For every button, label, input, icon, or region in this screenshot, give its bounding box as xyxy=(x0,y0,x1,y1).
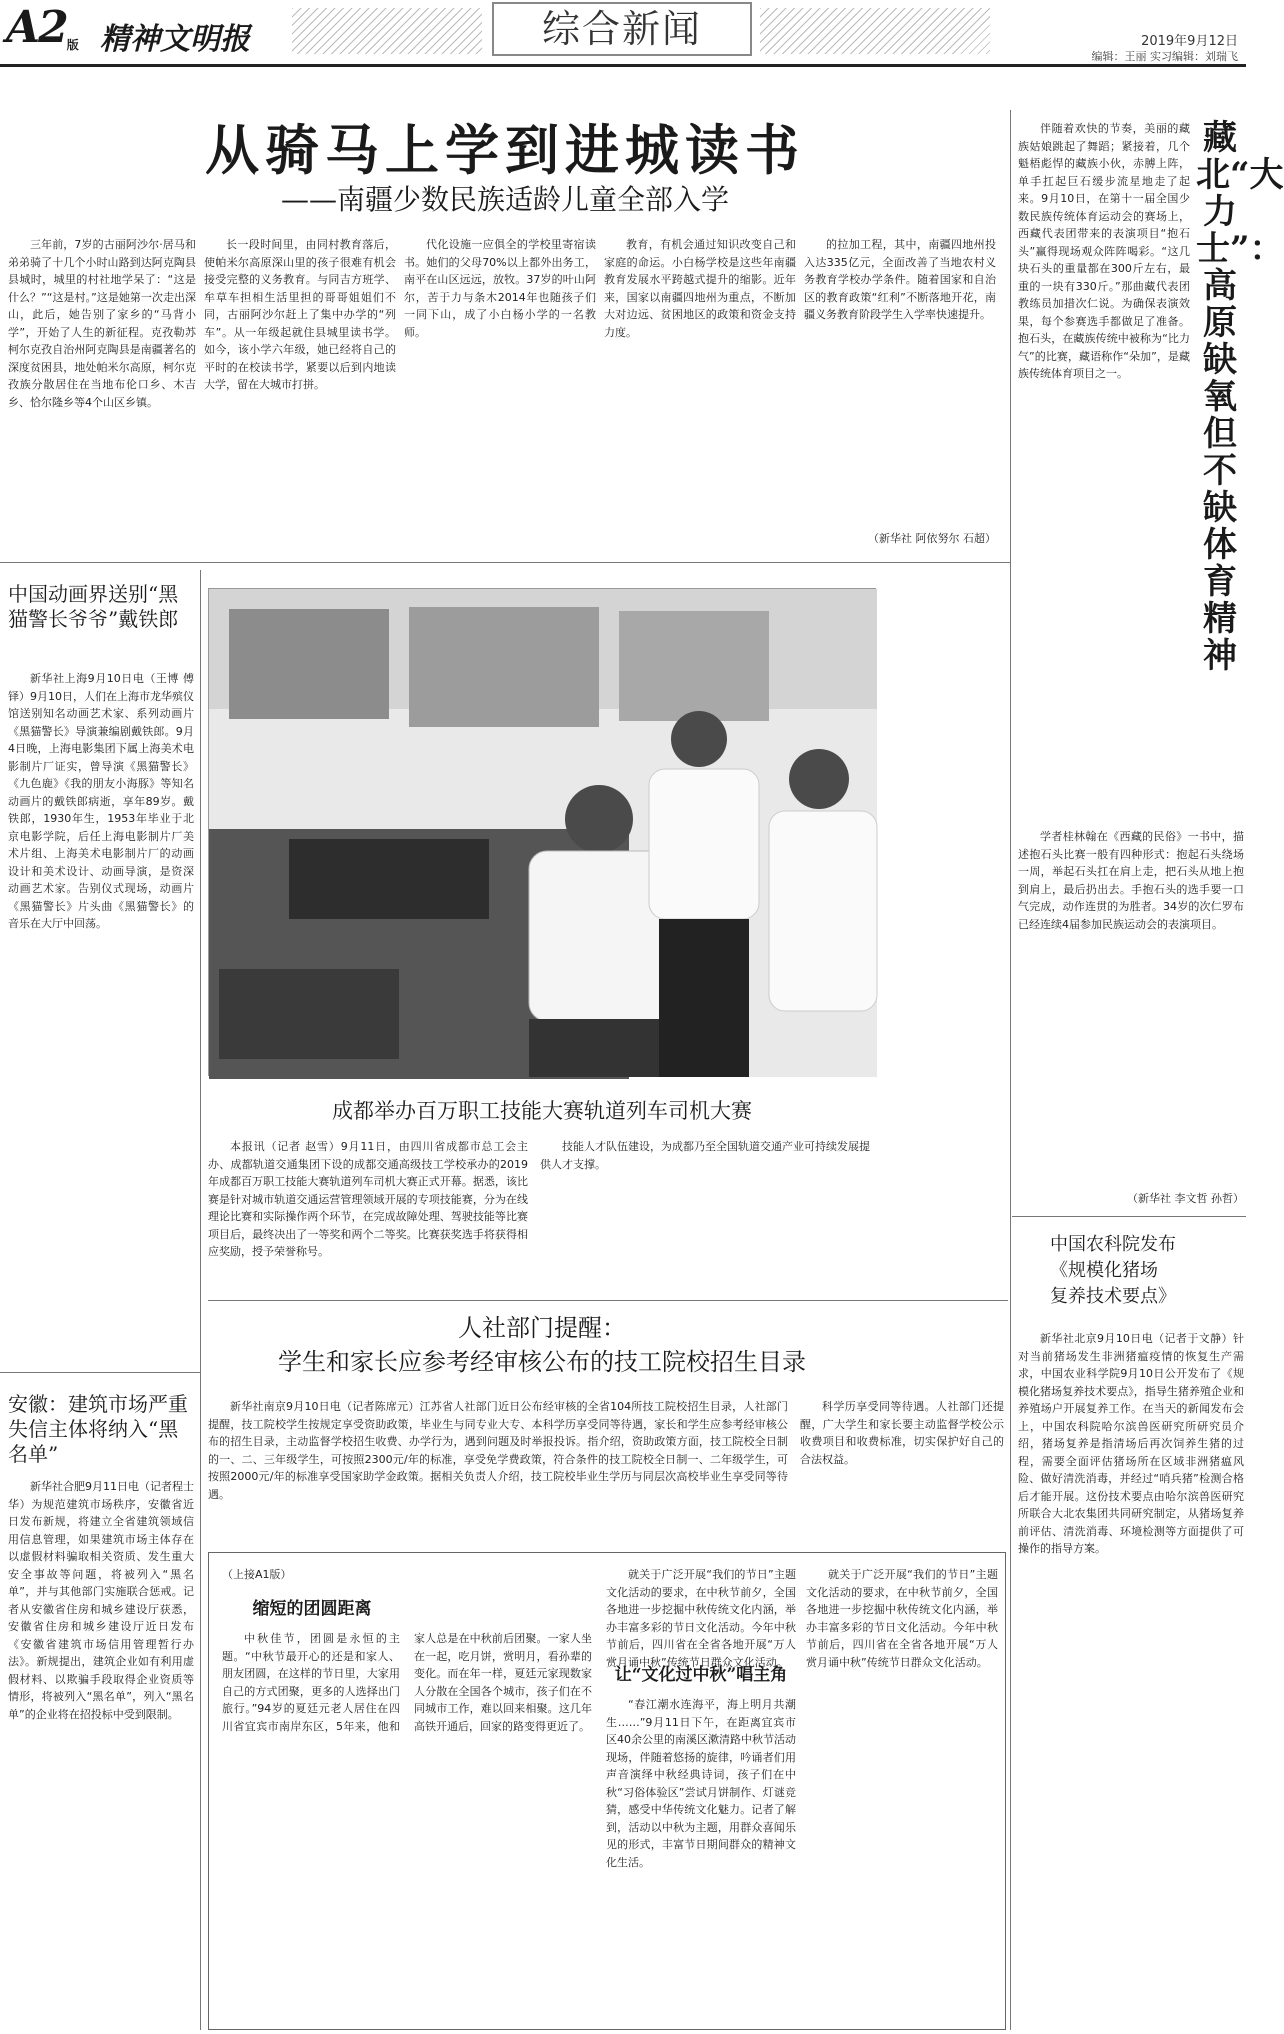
right-column-divider xyxy=(1010,110,1011,2030)
photo-caption: 成都举办百万职工技能大赛轨道列车司机大赛 xyxy=(332,1099,752,1123)
anhui-headline: 安徽：建筑市场严重失信主体将纳入“黑名单” xyxy=(8,1392,188,1466)
reunion-continued-label: （上接A1版） xyxy=(222,1568,292,1581)
reunion-headline: 缩短的团圆距离 xyxy=(252,1599,372,1619)
photo-illustration xyxy=(209,589,877,1077)
song-article-right: 就关于广泛开展“我们的节日”主题文化活动的要求，在中秋节前夕，全国各地进一步挖掘中秋传统文化内涵，举办丰富多彩的节日文化活动。今年中秋节前后，四川省在全省各地开展“万人赏月诵中秋”传统节日群众文化活动。 xyxy=(806,1568,998,1669)
lead-column-3: 代化设施一应俱全的学校里寄宿读书。她们的父母70%以上都外出务工，南平在山区远远，放牧。37岁的叶山阿尔，苦于力与条木2014年也随孩子们一同下山，成了小白杨小学的一名教师。 xyxy=(404,238,596,339)
song-article: “春江潮水连海平，海上明月共潮生……”9月11日下午，在距离宜宾市区40余公里的南溪区漱清路中秋节活动现场，伴随着悠扬的旋律，吟诵者们用声音演绎中秋经典诗词，孩子们在中秋“习俗体验区”尝试月饼制作、灯谜竞猜，感受中华传统文化魅力。记者了解到，活动以中秋为主题，用群众喜闻乐见的形式，丰富节日期间群众的精神文化生活。 xyxy=(606,1698,796,1869)
lead-column-5: 的拉加工程，其中，南疆四地州投入达335亿元，全面改善了当地农村义务教育学校办学条件。随着国家和自治区的教育政策“红利”不断落地开花，南疆义务教育阶段学生入学率快速提升。 xyxy=(804,238,996,321)
chengdu-article-tail: 技能人才队伍建设，为成都乃至全国轨道交通产业可持续发展提供人才支撑。 xyxy=(540,1140,870,1171)
vocational-headline-2: 学生和家长应参考经审核公布的技工院校招生目录 xyxy=(278,1348,806,1376)
left-story-rule xyxy=(0,1372,200,1373)
vocational-headline-1: 人社部门提醒： xyxy=(458,1314,626,1342)
masthead-hatch-left xyxy=(292,8,482,54)
chengdu-article: 本报讯（记者 赵雪）9月11日，由四川省成都市总工会主办、成都轨道交通集团下设的成都交通高级技工学校承办的2019年成都百万职工技能大赛轨道列车司机大赛正式开幕。据悉，该比赛是针对城市轨道交通运营管理领域开展的专项技能赛，分为在线理论比赛和实际操作两个环节，在完成故障处理、驾驶技能等比赛项目后，最终决出了一等奖和两个二等奖。比赛获奖选手将获得相应奖励，授予荣誉称号。 xyxy=(208,1140,528,1258)
panda-article: 新华社上海9月10日电（王博 傅铎）9月10日，人们在上海市龙华殡仪馆送别知名动画艺术家、系列动画片《黑猫警长》导演兼编剧戴铁郎。9月4日晚，上海电影集团下属上海美术电影制片厂证实，曾导演《黑猫警长》《九色鹿》《我的朋友小海豚》等知名动画片的戴铁郎病逝，享年89岁。戴铁郎，1930年生，1953年毕业于北京电影学院，后任上海电影制片厂美术片组、上海美术电影制片厂的动画设计和美术设计、动画导演，是资深动画艺术家。告别仪式现场，动画片《黑猫警长》片头曲《黑猫警长》的音乐在大厅中回荡。 xyxy=(8,672,194,930)
pig-top-rule xyxy=(1012,1216,1246,1217)
left-column-divider xyxy=(200,570,201,2030)
news-photo-train-cab xyxy=(208,588,876,1076)
newspaper-name: 精神文明报 xyxy=(100,22,250,57)
masthead xyxy=(0,0,1246,64)
pig-headline-1: 中国农科院发布 xyxy=(1050,1234,1176,1255)
lead-headline: 从骑马上学到进城读书 xyxy=(205,118,805,182)
tibet-byline: （新华社 李文哲 孙哲） xyxy=(1127,1192,1244,1205)
masthead-rule xyxy=(0,64,1246,67)
song-headline: 让“文化过中秋”唱主角 xyxy=(614,1665,788,1685)
vocational-article: 新华社南京9月10日电（记者陈席元）江苏省人社部门近日公布经审核的全省104所技工院校招生目录，人社部门提醒，技工院校学生按规定享受资助政策，毕业生与同专业大专、本科学历享受同等待遇，家长和学生应参考经审核公布的招生目录，主动监督学校招生收费、办学行为，遇到问题及时举报投诉。指介绍，资助政策方面，技工院校全日制的一、二、三年级学生，可按照2300元/年的标准，享受免学费政策，符合条件的技工院校全日制一、二年级学生，可按照2000元/年的标准享受国家助学金政策。据相关负责人介绍，技工院校毕业生学历与同层次高校毕业生享受同等待遇。 xyxy=(208,1400,788,1501)
song-article-top: 就关于广泛开展“我们的节日”主题文化活动的要求，在中秋节前夕，全国各地进一步挖掘中秋传统文化内涵，举办丰富多彩的节日文化活动。今年中秋节前后，四川省在全省各地开展“万人赏月诵中秋”传统节日群众文化活动。 xyxy=(606,1568,796,1669)
vocational-article-tail: 科学历享受同等待遇。人社部门还提醒，广大学生和家长要主动监督学校公示收费项目和收费标准，切实保护好自己的合法权益。 xyxy=(800,1400,1004,1466)
anhui-article: 新华社合肥9月11日电（记者程士华）为规范建筑市场秩序，安徽省近日发布新规，将建立全省建筑领域信用信息管理，如果建筑市场主体存在以虚假材料骗取相关资质、发生重大安全事故等问题，将被列入“黑名单”，并与其他部门实施联合惩戒。记者从安徽省住房和城乡建设厅获悉，安徽省住房和城乡建设厅近日发布《安徽省建筑市场信用管理暂行办法》。新规提出，建筑企业如有利用虚假材料、以欺骗手段取得企业资质等情形，将被列入“黑名单”，列入“黑名单”的企业将在招投标中受到限制。 xyxy=(8,1480,194,1721)
section-title: 综合新闻 xyxy=(492,2,752,56)
lead-subhead: ——南疆少数民族适龄儿童全部入学 xyxy=(280,183,729,216)
reunion-article: 中秋佳节，团圆是永恒的主题。“中秋节最开心的还是和家人、朋友团圆，在这样的节日里，大家用自己的方式团聚，更多的人选择出门旅行。”94岁的夏廷元老人居住在四川省宜宾市南岸东区，5年来，他和家人总是在中秋前后团聚。一家人坐在一起，吃月饼，赏明月，看孙辈的变化。而在年一样，夏廷元家现数家人分散在全国各个城市，孩子们在不同城市工作，难以回来相聚。这几年高铁开通后，回家的路变得更近了。 xyxy=(222,1632,592,1733)
vocational-top-rule xyxy=(208,1300,1008,1301)
editors-line: 编辑：王丽 实习编辑：刘瑞飞 xyxy=(1091,50,1238,63)
panda-headline: 中国动画界送别“黑猫警长爷爷”戴铁郎 xyxy=(8,582,179,631)
pig-headline-2: 《规模化猪场 xyxy=(1050,1260,1158,1281)
masthead-hatch-right xyxy=(760,8,990,54)
lead-column-4: 教育，有机会通过知识改变自己和家庭的命运。小白杨学校是这些年南疆教育发展水平跨越式提升的缩影。近年来，国家以南疆四地州为重点，不断加大对边远、贫困地区的政策和资金支持力度。 xyxy=(604,238,796,339)
tibet-article-continued: 学者桂林翰在《西藏的民俗》一书中，描述抱石头比赛一般有四种形式：抱起石头绕场一周，举起石头扛在肩上走，把石头从地上抱到肩上，最后扔出去。手抱石头的选手要一口气完成，动作连贯的为胜者。34岁的次仁罗布已经连续4届参加民族运动会的表演项目。 xyxy=(1018,830,1244,931)
pig-article: 新华社北京9月10日电（记者于文静）针对当前猪场发生非洲猪瘟疫情的恢复生产需求，中国农业科学院9月10日公开发布了《规模化猪场复养技术要点》，指导生猪养殖企业和养殖场户开展复养工作。在当天的新闻发布会上，中国农科院哈尔滨兽医研究所研究员介绍，猪场复养是指清场后再次饲养生猪的过程，需要全面评估猪场所在区域非洲猪瘟风险、做好清洗消毒，并经过“哨兵猪”检测合格后才能开展。这份技术要点由哈尔滨兽医研究所联合大北农集团共同研究制定，从猪场复养前评估、清洗消毒、环境检测等方面提供了可操作的指导方案。 xyxy=(1018,1332,1244,1555)
lead-bottom-rule xyxy=(0,562,1010,563)
lead-column-2: 长一段时间里，由同村教育落后，使帕米尔高原深山里的孩子很难有机会接受完整的义务教育。与同吉方班学、牟草车担相生活里担的哥哥姐姐们不同，古丽阿沙尔赶上了集中办学的“列车”。从一年级起就住县城里读书学。如今，该小学六年级，她已经将自己的平时的在校读书学，紧要以后到内地读大学，留在大城市打拼。 xyxy=(204,238,396,391)
tibet-article: 伴随着欢快的节奏，美丽的藏族姑娘跳起了舞蹈；紧接着，几个魁梧彪悍的藏族小伙，赤膊上阵，单手扛起巨石缓步流星地走了起来。9月10日，在第十一届全国少数民族传统体育运动会的赛场上，西藏代表团带来的表演项目“抱石头”赢得现场观众阵阵喝彩。“这几块石头的重量都在300斤左右，最重的一块有330斤。”那曲藏代表团教练员加措次仁说。为确保表演效果，每个参赛选手都做足了准备。抱石头，在藏族传统中被称为“比力气”的比赛，藏语称作“朵加”，是藏族传统体育项目之一。 xyxy=(1018,122,1190,380)
pig-headline-3: 复养技术要点》 xyxy=(1050,1286,1176,1307)
lead-column-1: 三年前，7岁的古丽阿沙尔·居马和弟弟骑了十几个小时山路到达阿克陶县县城时，城里的村社地学呆了：“这是什么？”“这是村。”这是她第一次走出深山，此后，她告别了家乡的“马背小学”，开始了人生的新征程。克孜勒苏柯尔克孜自治州阿克陶县是南疆著名的深度贫困县，地处帕米尔高原，柯尔克孜族分散居住在当地布伦口乡、木吉乡、恰尔隆乡等4个山区乡镇。 xyxy=(8,238,196,409)
tibet-headline: 藏北“大力士”：高原缺氧但不缺体育精神 xyxy=(1196,118,1284,676)
issue-date: 2019年9月12日 xyxy=(1141,34,1238,49)
lead-byline: （新华社 阿依努尔 石超） xyxy=(868,532,996,545)
page-number: A2版 xyxy=(6,2,79,53)
